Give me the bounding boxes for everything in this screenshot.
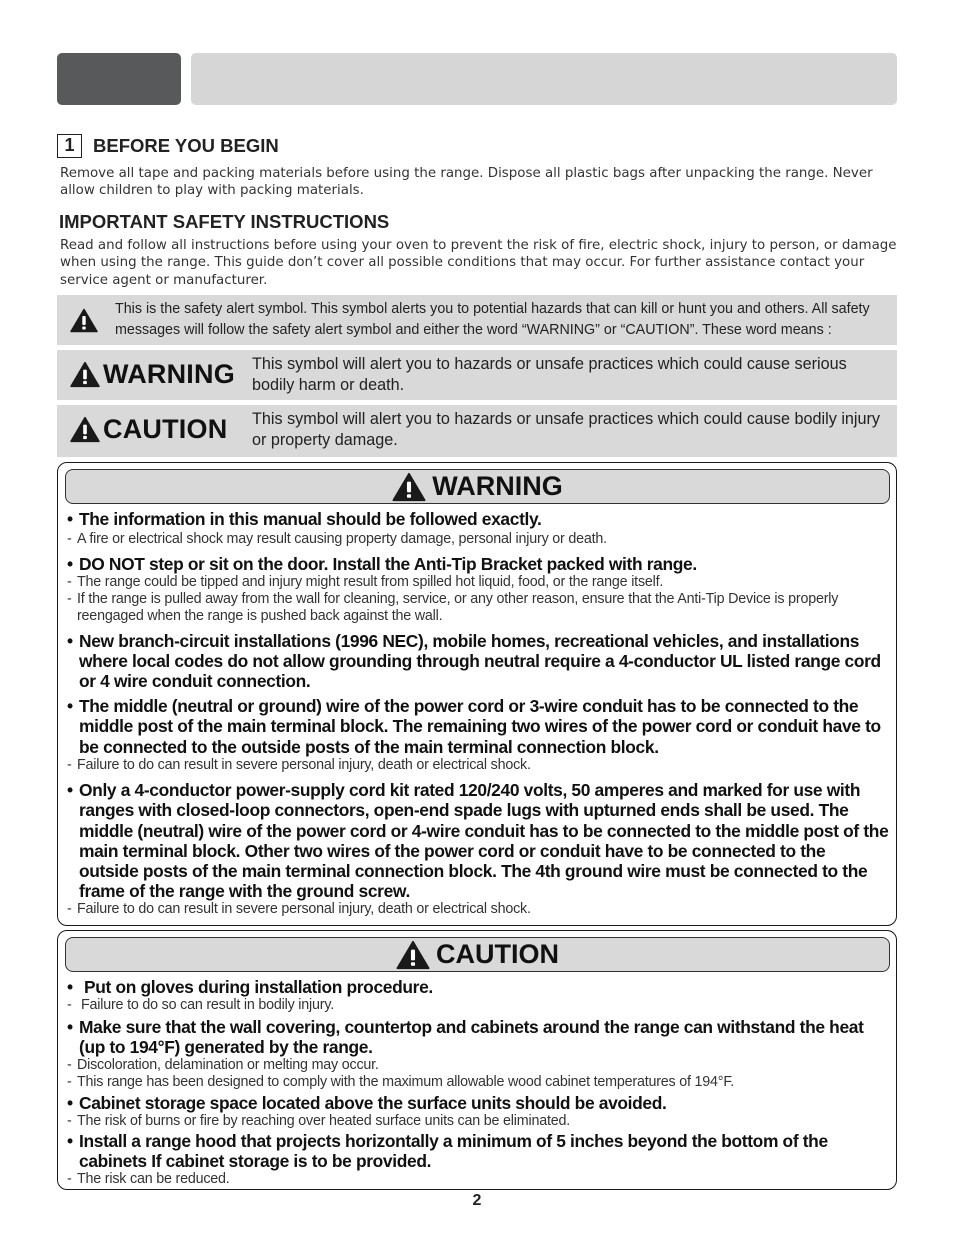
list-item: • The middle (neutral or ground) wire of the power cord or 3-wire conduit has to be connected to the middle post of the main terminal block. The remaining two wires of the power cord or conduit have to be connected to the outside posts of the main terminal connection block. — [67, 696, 881, 757]
warning-triangle-icon — [396, 940, 430, 970]
warning-definition-text: This symbol will alert you to hazards or unsafe practices which could cause serious bodily harm or death. — [252, 355, 847, 394]
warning-triangle-icon — [392, 472, 426, 502]
section-title: BEFORE YOU BEGIN — [93, 135, 279, 156]
list-item: • Cabinet storage space located above the surface units should be avoided. — [67, 1092, 667, 1113]
list-item: • Only a 4-conductor power-supply cord kit rated 120/240 volts, 50 amperes and marked for use with ranges with closed-loop connectors, open-end spade lugs with upturned ends shall be used. The middle (neutral) wire of the power cord or 4-wire conduit has to be connected to the middle post of the main terminal block. Other two wires of the power cord or conduit have to be connected to the outside posts of the main terminal connection block. The 4th ground wire must be connected to the frame of the range with the ground screw. — [67, 780, 889, 902]
warning-box — [57, 462, 897, 926]
list-item: - Failure to do can result in severe personal injury, death or electrical shock. — [67, 756, 531, 773]
section-heading — [57, 134, 279, 158]
header-tab — [57, 53, 181, 105]
safety-alert-text: This is the safety alert symbol. This symbol alerts you to potential hazards that can kill or hunt you and others. All safety messages will follow the safety alert symbol and either the word “WARNING” or “CAUTION”. These word means : — [115, 301, 870, 338]
warning-definition-row — [57, 350, 897, 400]
list-item: - Discoloration, delamination or melting may occur. — [67, 1056, 379, 1073]
caution-box-title: CAUTION — [436, 939, 559, 969]
list-item: - The range could be tipped and injury might result from spilled hot liquid, food, or the range itself. — [67, 573, 664, 590]
list-item: - The risk of burns or fire by reaching over heated surface units can be eliminated. — [67, 1112, 570, 1129]
warning-banner — [65, 469, 890, 504]
list-item: - A fire or electrical shock may result causing property damage, personal injury or death. — [67, 531, 607, 548]
caution-definition-row — [57, 405, 897, 457]
caution-list — [67, 976, 889, 1189]
caution-banner — [65, 937, 890, 972]
list-item: • Put on gloves during installation procedure. — [67, 977, 433, 997]
list-item: • Make sure that the wall covering, countertop and cabinets around the range can withstand the heat (up to 194°F) generated by the range. — [67, 1016, 864, 1057]
list-item: • The information in this manual should be followed exactly. — [67, 509, 542, 529]
safety-heading: IMPORTANT SAFETY INSTRUCTIONS — [59, 211, 390, 232]
warning-triangle-icon — [70, 308, 98, 333]
warning-triangle-icon — [70, 361, 100, 388]
warning-list — [67, 508, 889, 919]
list-item: - Failure to do so can result in bodily injury. — [67, 997, 334, 1014]
caution-box — [57, 930, 897, 1190]
list-item: - If the range is pulled away from the wall for cleaning, service, or any other reason, ensure that the Anti-Tip Device is properly reengaged when the range is pushed back against the wall. — [67, 591, 839, 625]
page-number: 2 — [472, 1192, 482, 1209]
section-number: 1 — [57, 134, 82, 158]
list-item: - This range has been designed to comply with the maximum allowable wood cabinet temperatures of 194°F. — [67, 1074, 735, 1091]
list-item: • Install a range hood that projects horizontally a minimum of 5 inches beyond the bottom of the cabinets If cabinet storage is to be provided. — [67, 1131, 828, 1172]
warning-label: WARNING — [103, 359, 235, 389]
list-item: - The risk can be reduced. — [67, 1171, 230, 1188]
safety-alert-row — [57, 295, 897, 345]
warning-signal-word — [70, 359, 235, 390]
caution-signal-word — [70, 414, 227, 445]
caution-label: CAUTION — [103, 414, 228, 444]
intro-paragraph: Remove all tape and packing materials before using the range. Dispose all plastic bags after unpacking the range. Never allow children to play with packing materials. — [60, 166, 873, 199]
caution-definition-text: This symbol will alert you to hazards or unsafe practices which could cause bodily injury or property damage. — [252, 410, 881, 449]
list-item: • New branch-circuit installations (1996 NEC), mobile homes, recreational vehicles, and installations where local codes do not allow grounding through neutral require a 4-conductor UL listed range cord or 4 wire conduit connection. — [67, 630, 881, 691]
warning-box-title: WARNING — [432, 471, 563, 501]
list-item: • DO NOT step or sit on the door. Install the Anti-Tip Bracket packed with range. — [67, 553, 697, 574]
header-bar — [191, 53, 897, 105]
safety-intro-paragraph: Read and follow all instructions before using your oven to prevent the risk of fire, electric shock, injury to person, or damage when using the range. This guide don’t cover all possible conditions that may occur. For further assistance contact your service agent or manufacturer. — [60, 238, 897, 288]
list-item: - Failure to do can result in severe personal injury, death or electrical shock. — [67, 901, 531, 918]
warning-triangle-icon — [70, 416, 100, 443]
